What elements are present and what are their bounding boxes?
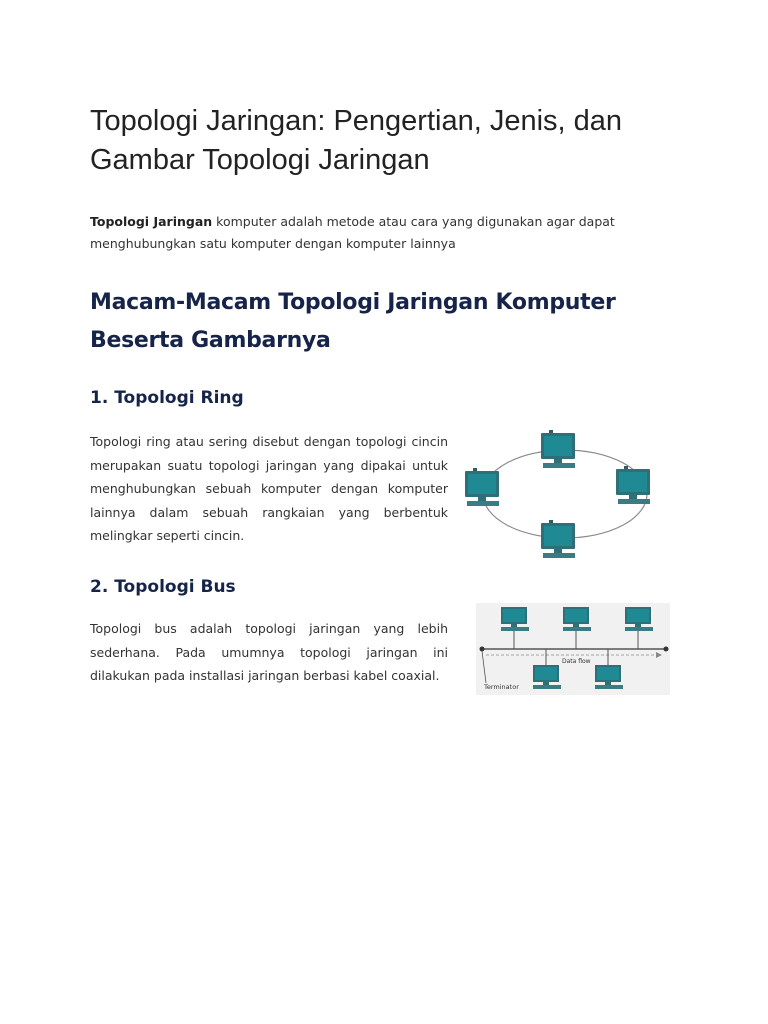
intro-bold-term: Topologi Jaringan [90,214,213,229]
bus-topology-image [476,603,670,695]
ring-computer-right [616,466,650,504]
data-flow-label: Data flow [562,658,591,665]
ring-computer-top [541,430,575,468]
ring-paragraph: Topologi ring atau sering disebut dengan topologi cincin merupakan suatu topologi jaringan yang dipakai untuk menghubungkan sebuah komputer dengan komputer lainnya dalam sebuah rangkaian yang berbentuk melingkar seperti cincin. [90,434,448,543]
intro-text: komputer adalah metode atau cara yang digunakan agar dapat menghubungkan satu komputer dengan komputer lainnya [90,214,615,251]
ring-heading: 1. Topologi Ring [90,388,244,408]
bus-computer-4 [533,665,561,689]
ring-topology-image [461,424,669,562]
bus-computer-3 [625,607,653,631]
ring-computer-bottom [541,520,575,558]
bus-paragraph: Topologi bus adalah topologi jaringan yang lebih sederhana. Pada umumnya topologi jaringan ini dilakukan pada installasi jaringan berbasi kabel coaxial. [90,621,448,683]
ring-computer-left [465,468,499,506]
document-title: Topologi Jaringan: Pengertian, Jenis, dan Gambar Topologi Jaringan [90,105,623,176]
bus-computer-1 [501,607,529,631]
intro-paragraph [90,211,650,255]
bus-heading: 2. Topologi Bus [90,577,236,597]
terminator-label: Terminator [484,683,519,691]
section-heading: Macam-Macam Topologi Jaringan Komputer Beserta Gambarnya [90,290,616,353]
bus-computer-5 [595,665,623,689]
bus-computer-2 [563,607,591,631]
